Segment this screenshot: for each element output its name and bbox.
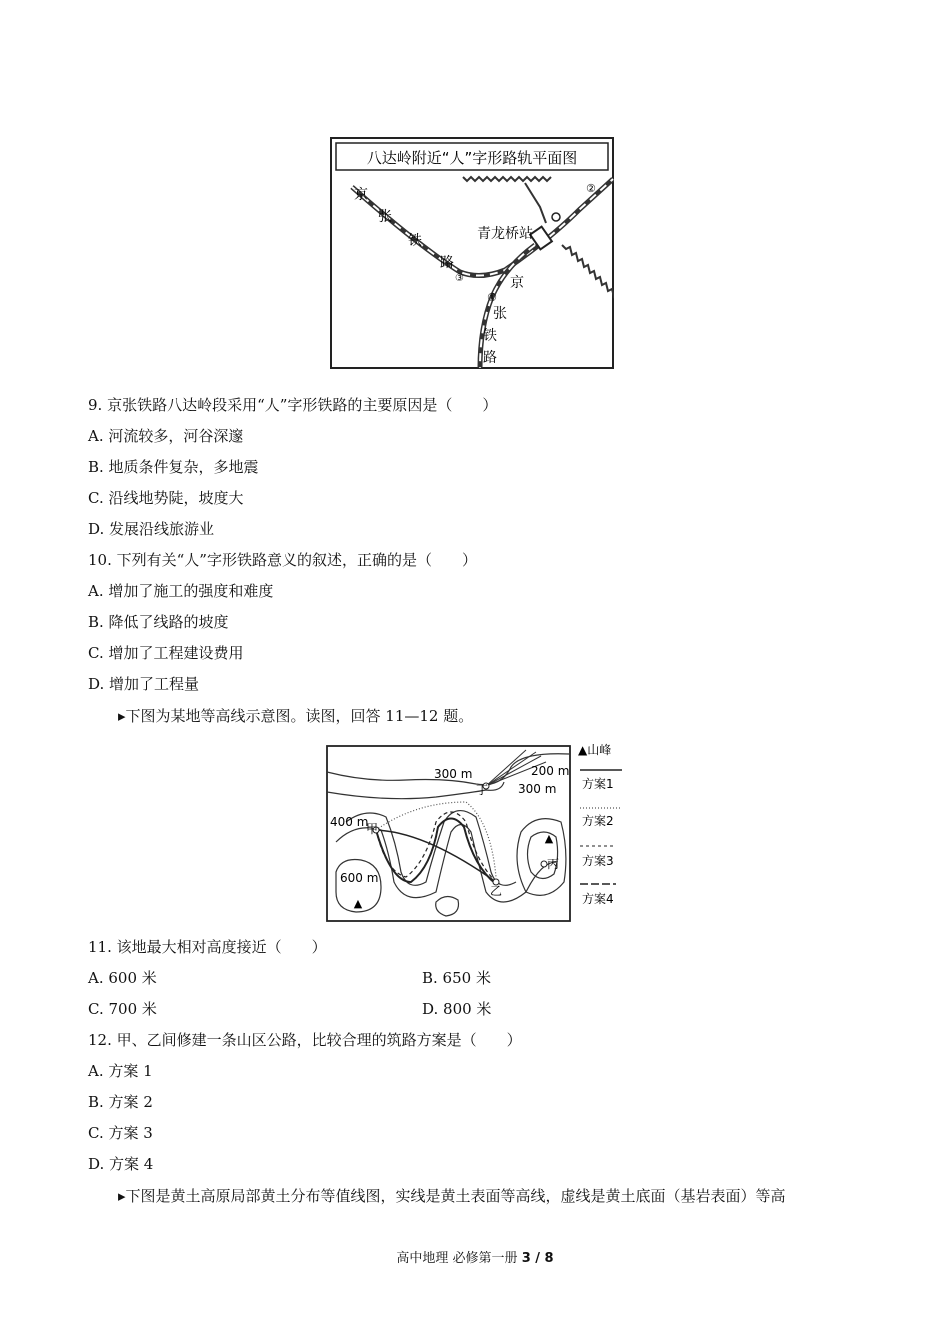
question-12-option-d: D. 方案 4 bbox=[88, 1155, 154, 1173]
question-10-option-a: A. 增加了施工的强度和难度 bbox=[88, 582, 274, 600]
intro-11-12: ▸下图为某地等高线示意图。读图，回答 11—12 题。 bbox=[118, 707, 474, 725]
question-11-option-a: A. 600 米 bbox=[88, 969, 157, 987]
question-10-option-d: D. 增加了工程量 bbox=[88, 675, 200, 693]
legend-plan-2: 方案2 bbox=[582, 814, 614, 828]
question-9-option-c: C. 沿线地势陡，坡度大 bbox=[88, 489, 244, 507]
point-label-yi: 乙 bbox=[490, 884, 503, 898]
legend-plan-4: 方案4 bbox=[582, 892, 614, 906]
station-label: 青龙桥站 bbox=[477, 226, 533, 242]
rail-label-zhang: 张 bbox=[378, 209, 392, 225]
rail-label-lu: 路 bbox=[440, 255, 454, 271]
question-10-stem: 10. 下列有关“人”字形铁路意义的叙述，正确的是（ ） bbox=[88, 551, 477, 569]
contour-map-figure bbox=[326, 742, 626, 924]
peak-icon: ▲ bbox=[353, 897, 363, 910]
question-11-stem: 11. 该地最大相对高度接近（ ） bbox=[88, 938, 327, 956]
question-12-option-c: C. 方案 3 bbox=[88, 1124, 153, 1142]
marker-3: ③ bbox=[455, 273, 464, 284]
legend-peak: ▲山峰 bbox=[578, 743, 612, 757]
question-9-option-a: A. 河流较多，河谷深邃 bbox=[88, 427, 244, 445]
contour-label-300-b: 300 m bbox=[518, 782, 557, 796]
rail-label-tie-2: 铁 bbox=[483, 328, 497, 344]
question-11-option-d: D. 800 米 bbox=[422, 1000, 492, 1018]
footer-text: 高中地理 必修第一册 bbox=[396, 1251, 522, 1266]
intro-next: ▸下图是黄土高原局部黄土分布等值线图，实线是黄土表面等高线，虚线是黄土底面（基岩表面）等高 bbox=[118, 1187, 786, 1205]
figure-title: 八达岭附近“人”字形路轨平面图 bbox=[366, 149, 578, 167]
legend-plan-3: 方案3 bbox=[582, 854, 614, 868]
question-10-option-c: C. 增加了工程建设费用 bbox=[88, 644, 244, 662]
marker-2: ② bbox=[586, 182, 596, 195]
marker-1: ① bbox=[487, 291, 497, 304]
contour-label-400: 400 m bbox=[330, 815, 369, 829]
railway-plan-figure bbox=[330, 137, 614, 369]
rail-label-jing: 京 bbox=[354, 187, 368, 203]
contour-label-200: 200 m bbox=[531, 764, 570, 778]
question-11-option-c: C. 700 米 bbox=[88, 1000, 157, 1018]
page-number: 3 / 8 bbox=[521, 1251, 554, 1266]
question-9-option-d: D. 发展沿线旅游业 bbox=[88, 520, 215, 538]
point-label-bing: 丙 bbox=[547, 857, 560, 871]
legend-plan-1: 方案1 bbox=[582, 777, 614, 791]
question-9-option-b: B. 地质条件复杂，多地震 bbox=[88, 458, 259, 476]
page-footer bbox=[0, 1247, 950, 1266]
contour-label-600: 600 m bbox=[340, 871, 379, 885]
question-12-option-a: A. 方案 1 bbox=[88, 1062, 153, 1080]
question-12-stem: 12. 甲、乙间修建一条山区公路，比较合理的筑路方案是（ ） bbox=[88, 1031, 522, 1049]
question-9-stem: 9. 京张铁路八达岭段采用“人”字形铁路的主要原因是（ ） bbox=[88, 396, 498, 414]
rail-label-tie: 铁 bbox=[408, 233, 422, 249]
question-10-option-b: B. 降低了线路的坡度 bbox=[88, 613, 229, 631]
peak-icon: ▲ bbox=[544, 832, 554, 845]
question-12-option-b: B. 方案 2 bbox=[88, 1093, 153, 1111]
point-label-ding: 丁 bbox=[476, 783, 489, 797]
contour-label-300: 300 m bbox=[434, 767, 473, 781]
question-11-option-b: B. 650 米 bbox=[422, 969, 491, 987]
rail-label-zhang-2: 张 bbox=[493, 306, 507, 322]
point-label-jia: 甲 bbox=[366, 822, 379, 836]
rail-label-lu-2: 路 bbox=[483, 350, 497, 366]
rail-label-jing-2: 京 bbox=[510, 275, 524, 291]
legend bbox=[578, 743, 622, 906]
